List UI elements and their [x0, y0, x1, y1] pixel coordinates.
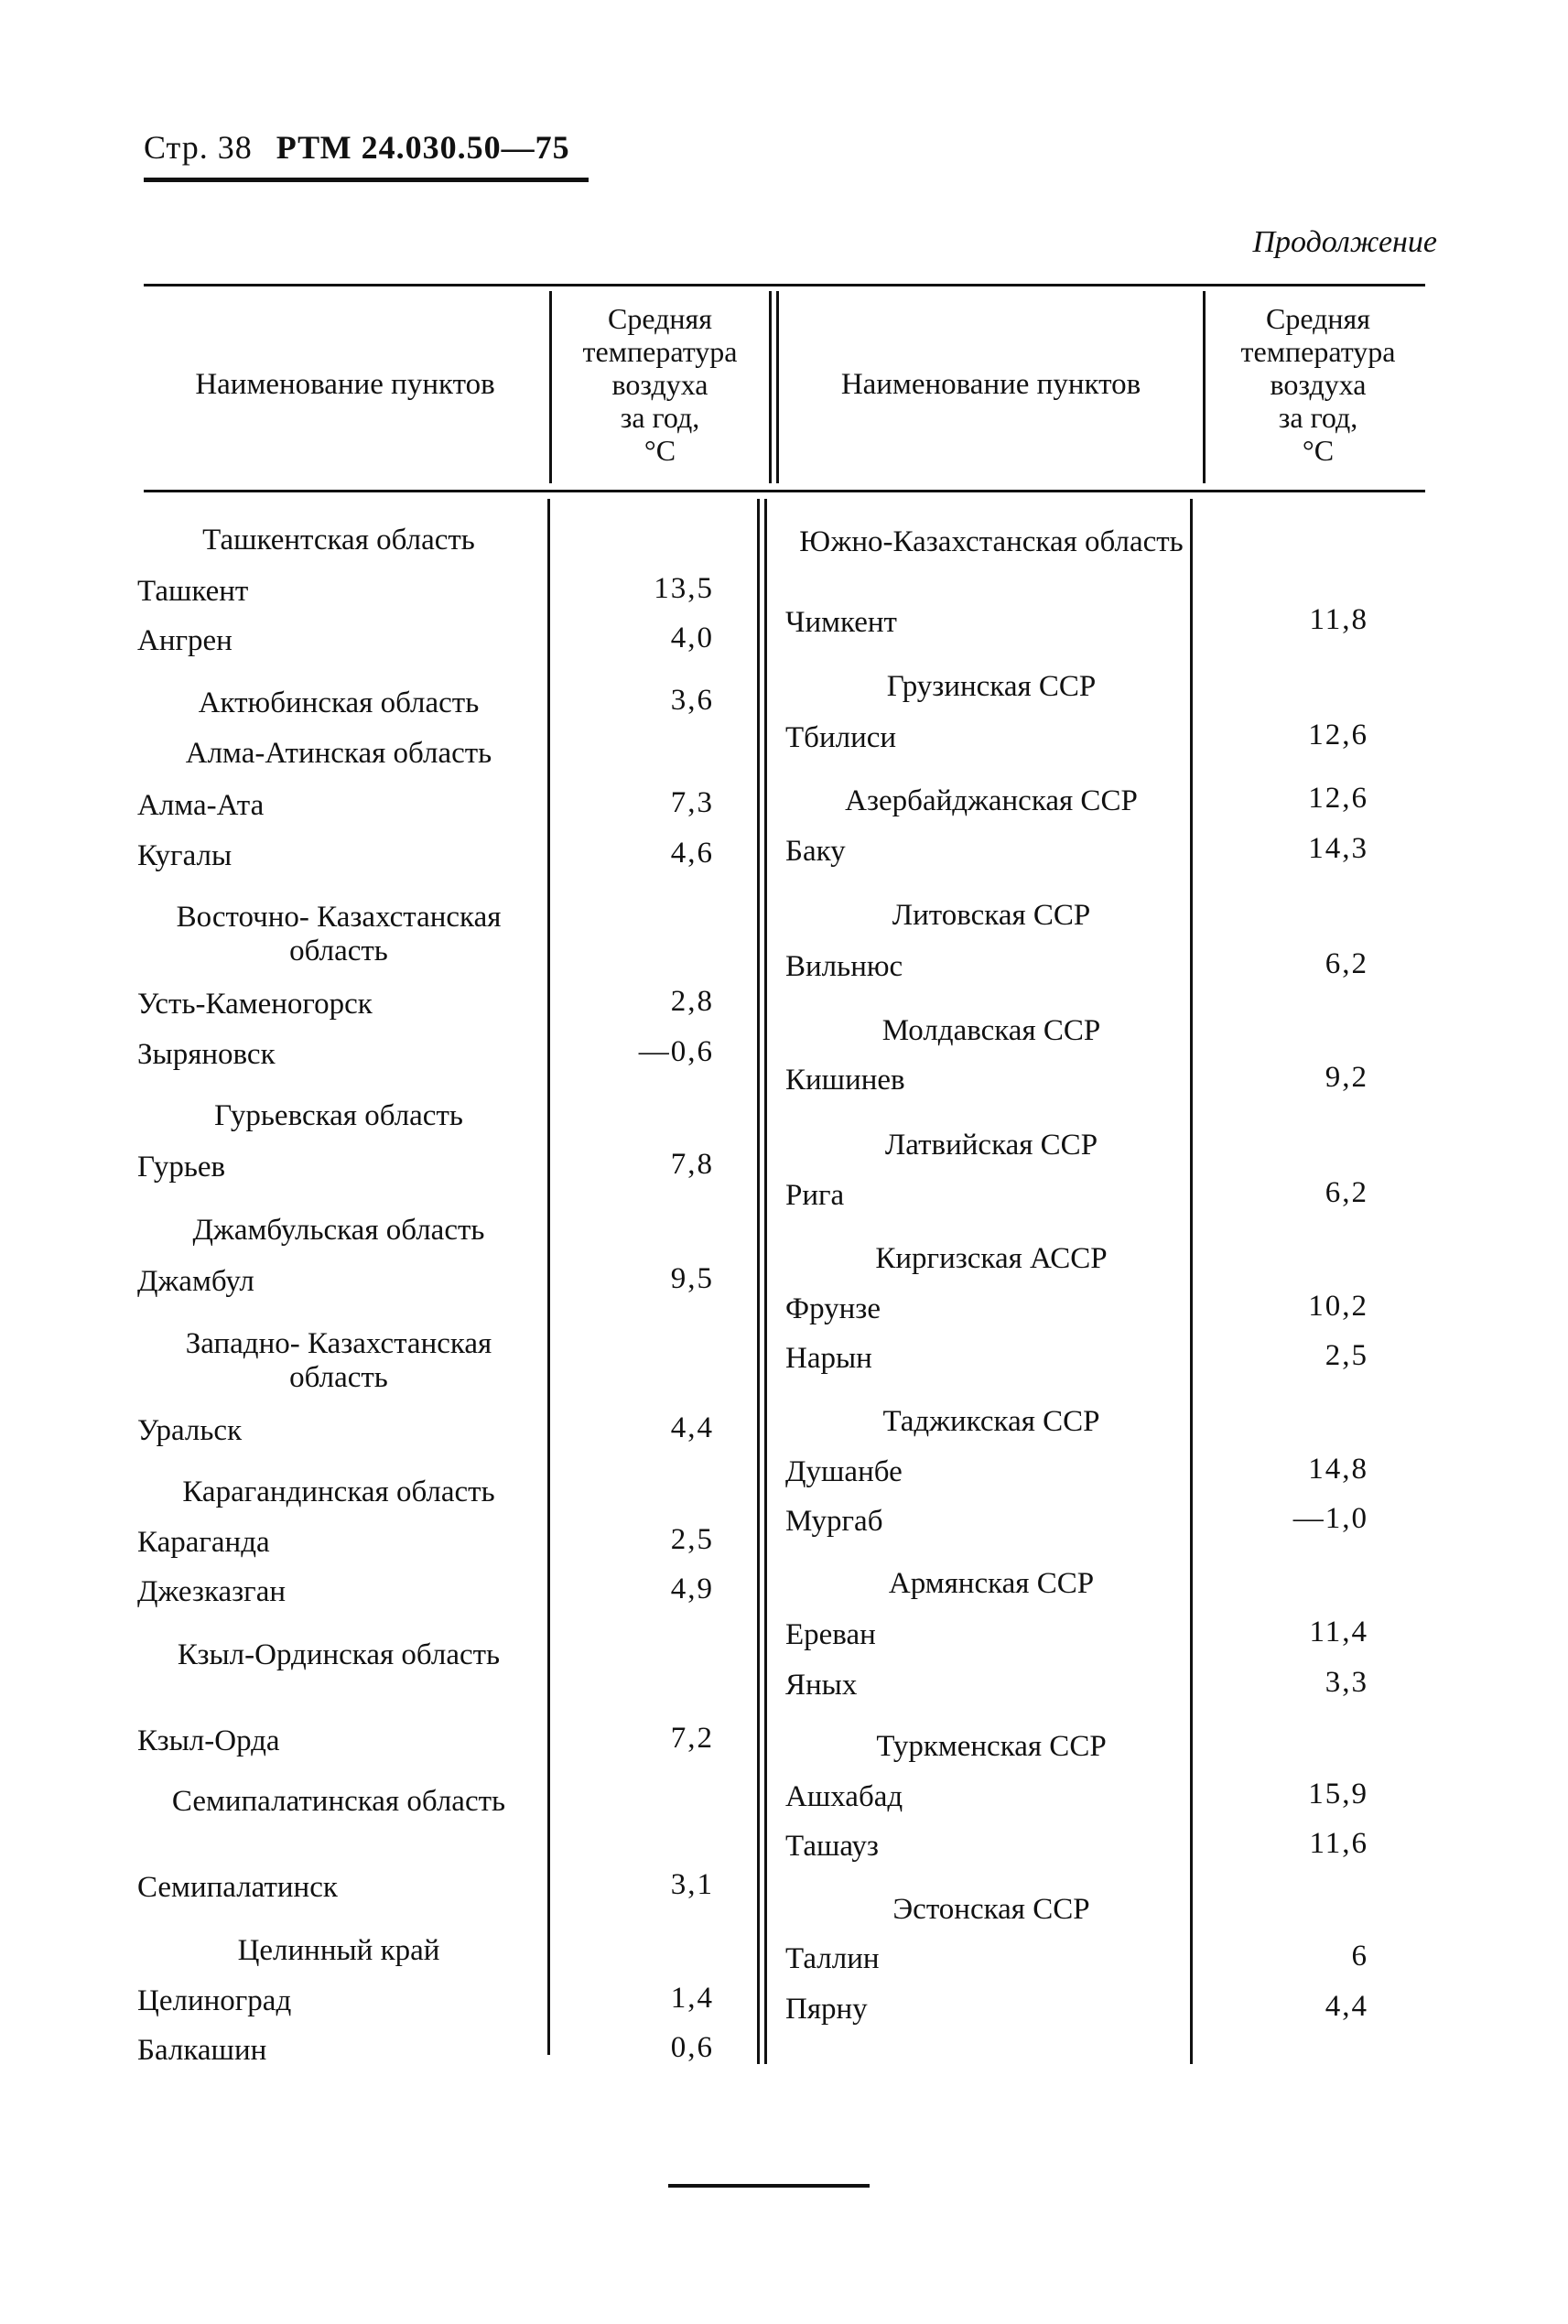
header-temp-line: воздуха — [611, 368, 708, 401]
city-name: Ташкент — [137, 575, 249, 608]
table-top-rule — [144, 284, 1425, 286]
temperature-value: 9,5 — [670, 1262, 714, 1295]
temperature-value: 11,8 — [1309, 603, 1368, 636]
header-name-right: Наименование пунктов — [840, 368, 1141, 401]
header-temp-line: Средняя — [1266, 302, 1370, 335]
city-name: Усть-Каменогорск — [137, 988, 373, 1021]
header-underline — [144, 178, 589, 182]
city-name: Душанбе — [785, 1455, 903, 1488]
city-name: Алма-Ата — [137, 789, 265, 822]
region-heading: Актюбинская область — [198, 686, 480, 719]
standard-code: РТМ 24.030.50—75 — [276, 129, 570, 166]
city-name: Ташауз — [785, 1830, 879, 1863]
city-name: Джамбул — [137, 1265, 254, 1298]
temperature-value: 7,2 — [670, 1722, 714, 1755]
header-temp-line: Средняя — [608, 302, 712, 335]
city-name: Джезказган — [137, 1575, 287, 1608]
temperature-value: 6 — [1351, 1940, 1368, 1973]
temperature-value: 2,8 — [670, 985, 714, 1018]
temperature-value: 7,3 — [670, 786, 714, 819]
header-temp-line: температура — [1240, 335, 1396, 368]
header-temp-right — [1208, 302, 1428, 467]
temperature-value: 4,4 — [1325, 1990, 1368, 2023]
city-name: Кишинев — [785, 1064, 905, 1097]
region-heading: Южно-Казахстанская область — [799, 525, 1184, 558]
city-name: Ереван — [785, 1618, 876, 1651]
region-heading: Карагандинская область — [182, 1475, 495, 1508]
temperature-value: 2,5 — [1325, 1339, 1368, 1372]
region-heading: Киргизская АССР — [875, 1242, 1108, 1275]
region-heading: Семипалатинская область — [171, 1785, 506, 1818]
temperature-value: 13,5 — [654, 572, 714, 605]
header-temp-line: воздуха — [1270, 368, 1367, 401]
temperature-value: 15,9 — [1308, 1778, 1368, 1811]
header-divider-middle-b — [776, 291, 779, 483]
city-name: Семипалатинск — [137, 1871, 338, 1904]
city-name: Уральск — [137, 1414, 243, 1447]
temperature-value: 12,6 — [1308, 719, 1368, 751]
page-header — [144, 128, 570, 167]
region-heading: Целинный край — [237, 1934, 440, 1967]
temperature-value: 10,2 — [1308, 1290, 1368, 1323]
region-heading: Эстонская ССР — [892, 1893, 1090, 1926]
temperature-value: 11,6 — [1309, 1827, 1368, 1860]
region-heading: Армянская ССР — [888, 1567, 1095, 1600]
temperature-value: 3,1 — [670, 1868, 714, 1901]
region-heading: Джамбульская область — [192, 1214, 485, 1247]
temperature-value: 4,0 — [670, 622, 714, 654]
region-heading: Кзыл-Ординская область — [177, 1638, 501, 1671]
temperature-value: 4,6 — [670, 837, 714, 870]
header-temp-line: температура — [582, 335, 738, 368]
city-name: Нарын — [785, 1342, 872, 1375]
body-divider-middle-a — [757, 499, 760, 2064]
temperature-value: 9,2 — [1325, 1061, 1368, 1094]
header-temp-line: °С — [1302, 434, 1335, 467]
temperature-value: 6,2 — [1325, 947, 1368, 980]
city-name: Таллин — [785, 1942, 880, 1975]
header-divider-left — [549, 291, 552, 483]
temperature-value: 11,4 — [1309, 1616, 1368, 1648]
city-name: Караганда — [137, 1526, 270, 1559]
body-divider-middle-b — [764, 499, 767, 2064]
city-name: Мургаб — [785, 1505, 883, 1538]
header-temp-line: за год, — [1278, 401, 1358, 434]
temperature-value: 14,8 — [1308, 1453, 1368, 1486]
region-heading: Ташкентская область — [202, 524, 475, 557]
city-name: Тбилиси — [785, 721, 897, 754]
temperature-value: 12,6 — [1308, 782, 1368, 815]
city-name: Кугалы — [137, 839, 232, 872]
temperature-value: 2,5 — [670, 1523, 714, 1556]
temperature-value: 0,6 — [670, 2031, 714, 2064]
header-divider-middle-a — [769, 291, 772, 483]
header-divider-right — [1203, 291, 1206, 483]
city-name: Пярну — [785, 1993, 868, 2026]
region-heading: Литовская ССР — [892, 899, 1091, 932]
temperature-value: 14,3 — [1308, 832, 1368, 865]
region-heading: Латвийская ССР — [884, 1129, 1098, 1162]
region-heading: Таджикская ССР — [882, 1405, 1100, 1438]
city-name: Баку — [785, 835, 846, 868]
city-name: Ашхабад — [785, 1780, 903, 1813]
city-name: Зыряновск — [137, 1038, 276, 1071]
temperature-value: 4,9 — [670, 1573, 714, 1605]
city-name: Ангрен — [137, 624, 232, 657]
header-temp-left — [554, 302, 766, 467]
city-name: Вильнюс — [785, 950, 903, 983]
header-name-left: Наименование пунктов — [195, 368, 495, 401]
city-name: Фрунзе — [785, 1292, 881, 1325]
header-temp-line: за год, — [620, 401, 700, 434]
city-name: Гурьев — [137, 1151, 226, 1184]
city-name: Целиноград — [137, 1984, 292, 2017]
body-divider-left — [547, 499, 550, 2055]
temperature-value: 3,3 — [1325, 1666, 1368, 1699]
region-heading: Молдавская ССР — [881, 1014, 1101, 1047]
temperature-value: 4,4 — [670, 1411, 714, 1444]
temperature-value: —0,6 — [638, 1035, 714, 1068]
region-heading: Западно- Казахстанская область — [185, 1327, 492, 1394]
city-name: Балкашин — [137, 2034, 267, 2067]
region-heading: Алма-Атинская область — [185, 737, 492, 770]
table-header-rule — [144, 490, 1425, 492]
region-heading: Туркменская ССР — [876, 1730, 1107, 1763]
temperature-value: 7,8 — [670, 1148, 714, 1181]
region-heading: Азербайджанская ССР — [845, 784, 1138, 817]
footer-rule — [668, 2184, 870, 2188]
city-name: Рига — [785, 1179, 845, 1212]
page-number: Стр. 38 — [144, 129, 253, 166]
header-temp-line: °С — [643, 434, 676, 467]
city-name: Чимкент — [785, 606, 897, 639]
continuation-label: Продолжение — [1252, 225, 1437, 259]
region-heading: Грузинская ССР — [886, 670, 1097, 703]
temperature-value: —1,0 — [1292, 1502, 1368, 1535]
city-name: Кзыл-Орда — [137, 1724, 280, 1757]
temperature-value: 1,4 — [670, 1982, 714, 2015]
city-name: Яных — [785, 1669, 858, 1702]
region-heading: Восточно- Казахстанская область — [176, 901, 502, 967]
temperature-value: 6,2 — [1325, 1176, 1368, 1209]
region-heading: Гурьевская область — [214, 1099, 463, 1132]
temperature-value: 3,6 — [670, 684, 714, 717]
